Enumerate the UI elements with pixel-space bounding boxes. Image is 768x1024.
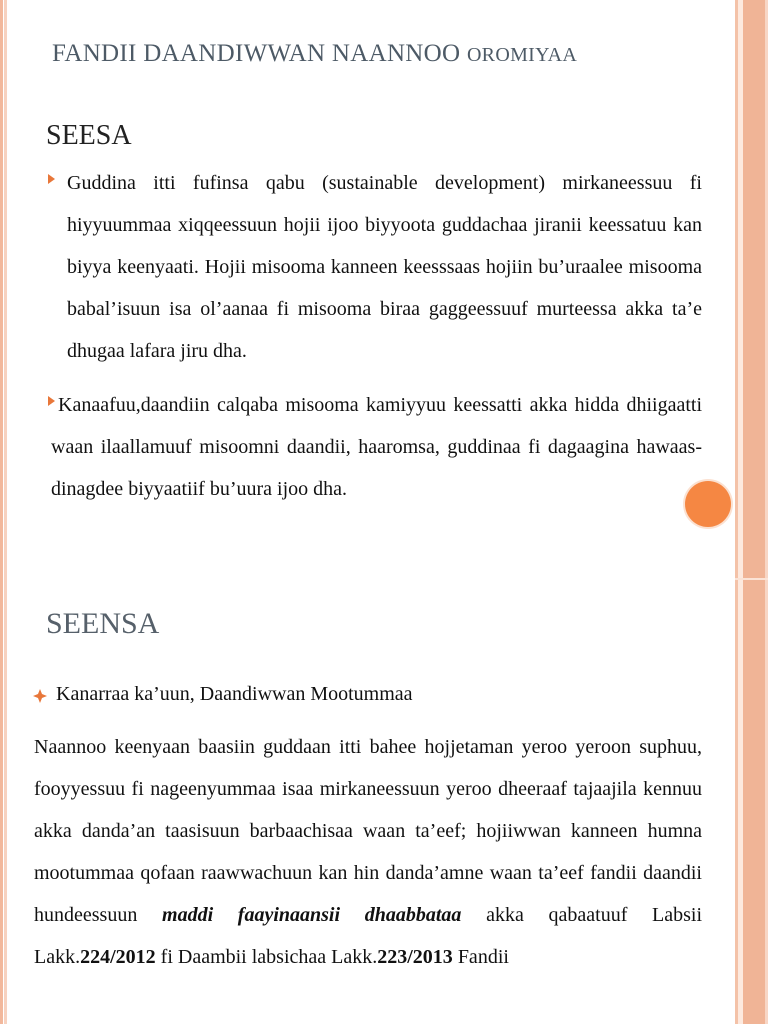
slide-title <box>52 40 577 68</box>
law-number-2: 223/2013 <box>377 946 453 968</box>
body-paragraph <box>34 726 702 978</box>
slide-title-small: OROMIYAA <box>466 44 578 66</box>
body-text-emphasis: maddi faayinaansii dhaabbataa <box>162 904 462 926</box>
triangle-bullet-icon <box>48 174 55 184</box>
section-heading-seensa: SEENSA <box>46 607 160 640</box>
body-text-part2: akka qabaatuuf Labsii Lakk. <box>34 904 703 968</box>
list-item-daandiwwan: Kanarraa ka’uun, Daandiwwan Mootummaa <box>56 683 413 705</box>
body-text-part1: Naannoo keenyaan baasiin guddaan itti bahee hojjetaman yeroo yeroon suphuu, fooyyessuu fi nageenyummaa isaa mirkaneessuun yeroo dheeraaf tajaajila kennuu akka danda’an taasisuun barbaachisaa waan ta’eef; hojiiwwan kanneen humna mootummaa qofaan raawwachuun kan hin danda’amne waan ta’eef fandii daandii hundeessuun <box>34 736 702 926</box>
law-number-1: 224/2012 <box>80 946 156 968</box>
bullet-paragraph-2: Kanaafuu,daandiin calqaba misooma kamiyyuu keessatti akka hidda dhiigaatti waan ilaallamuuf misoomni daandii, haaromsa, guddinaa fi dagaagina hawaas-dinagdee biyyaatiif bu’uura ijoo dha. <box>51 394 702 500</box>
slide-title-main: FANDII DAANDIWWAN NAANNOO <box>52 40 461 67</box>
stripe-divider <box>735 578 768 580</box>
bullet-paragraph-1: Guddina itti fufinsa qabu (sustainable development) mirkaneessuu fi hiyyuummaa xiqqeessuun hojii ijoo biyyoota guddachaa jiranii keessatuu kan biyya keenyaati. Hojii misooma kanneen keesssaas hojiin bu’uraalee misooma babal’isuun isa ol’aanaa fi misooma biraa gaggeessuuf murteessa akka ta’e dhugaa lafara jiru dha. <box>67 172 702 362</box>
left-border-decoration <box>0 0 7 1024</box>
section-heading-seesa: SEESA <box>46 120 132 151</box>
right-stripe-decoration <box>735 0 768 1024</box>
body-text-part3: fi Daambii labsichaa Lakk. <box>160 946 378 968</box>
body-text-part4: Fandii <box>457 946 509 968</box>
orange-circle-decoration <box>685 481 731 527</box>
diamond-bullet-icon <box>33 689 47 703</box>
